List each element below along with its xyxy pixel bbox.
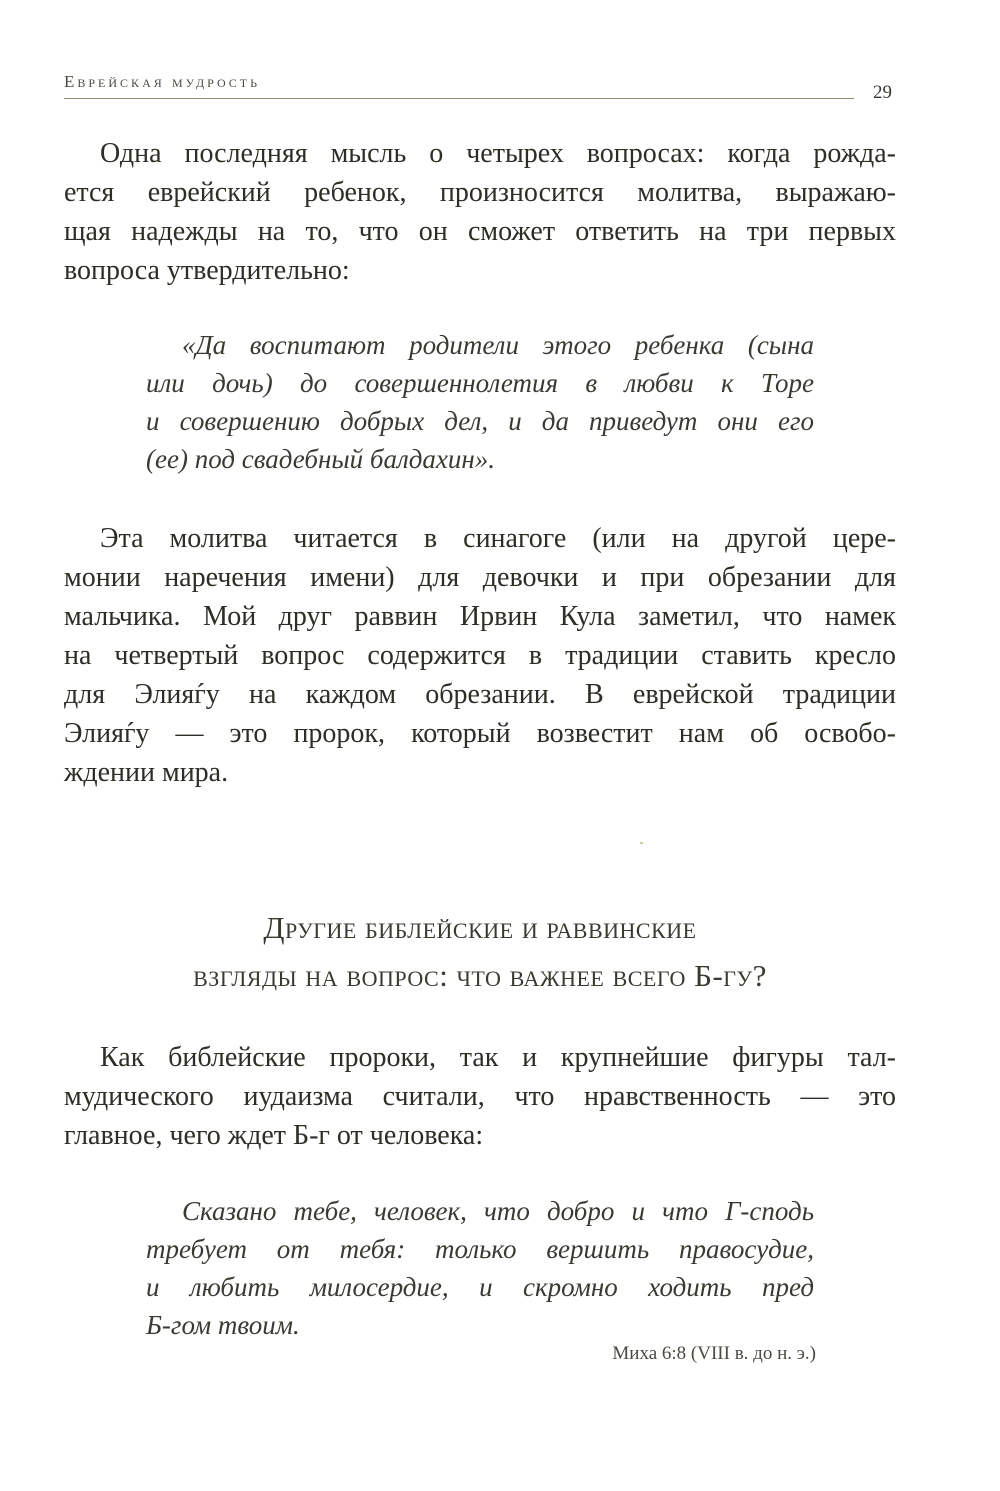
print-speck: [640, 842, 643, 844]
page-number: 29: [873, 82, 892, 103]
citation: Миха 6:8 (VIII в. до н. э.): [612, 1343, 816, 1364]
running-header: [64, 68, 896, 108]
paragraph-line: мальчика. Мой друг раввин Ирвин Кула заметил, что намек: [64, 601, 896, 632]
paragraph-2: [64, 519, 896, 792]
header-rule: [64, 98, 854, 99]
paragraph-line: на четвертый вопрос содержится в традиции ставить кресло: [64, 640, 896, 671]
paragraph-3: [64, 1038, 896, 1155]
paragraph-line: Элияѓу — это пророк, который возвестит нам об освобо-: [64, 718, 896, 749]
quote-line: Б-гом твоим.: [146, 1310, 300, 1340]
quote-line: или дочь) до совершеннолетия в любви к Торе: [146, 368, 814, 398]
paragraph-line: щая надежды на то, что он сможет ответить на три первых: [64, 216, 896, 247]
section-heading-line: взгляды на вопрос: что важнее всего Б-гу?: [193, 958, 767, 993]
quote-line: «Да воспитают родители этого ребенка (сына: [182, 330, 814, 360]
paragraph-line: главное, чего ждет Б-г от человека:: [64, 1120, 484, 1151]
quote-1: [146, 326, 814, 478]
paragraph-line: ется еврейский ребенок, произносится молитва, выражаю-: [64, 177, 896, 208]
running-title: Еврейская мудрость: [64, 72, 260, 91]
paragraph-1: [64, 134, 896, 290]
paragraph-line: Одна последняя мысль о четырех вопросах: когда рожда-: [100, 138, 896, 169]
paragraph-line: ждении мира.: [64, 757, 229, 788]
quote-line: Сказано тебе, человек, что добро и что Г-сподь: [182, 1196, 814, 1226]
quote-line: и любить милосердие, и скромно ходить пред: [146, 1272, 814, 1302]
quote-line: (ее) под свадебный балдахин».: [146, 444, 496, 474]
quote-2: [146, 1192, 814, 1344]
quote-line: требует от тебя: только вершить правосудие,: [146, 1234, 814, 1264]
quote-line: и совершению добрых дел, и да приведут они его: [146, 406, 814, 436]
paragraph-line: Эта молитва читается в синагоге (или на другой цере-: [100, 523, 896, 554]
paragraph-line: мудического иудаизма считали, что нравственность — это: [64, 1081, 896, 1112]
section-heading-line: Другие библейские и раввинские: [263, 910, 697, 945]
paragraph-line: монии наречения имени) для девочки и при обрезании для: [64, 562, 896, 593]
paragraph-line: вопроса утвердительно:: [64, 255, 350, 286]
paragraph-line: для Элияѓу на каждом обрезании. В еврейской традиции: [64, 679, 896, 710]
paragraph-line: Как библейские пророки, так и крупнейшие фигуры тал-: [100, 1042, 896, 1073]
section-heading: [64, 904, 896, 1000]
